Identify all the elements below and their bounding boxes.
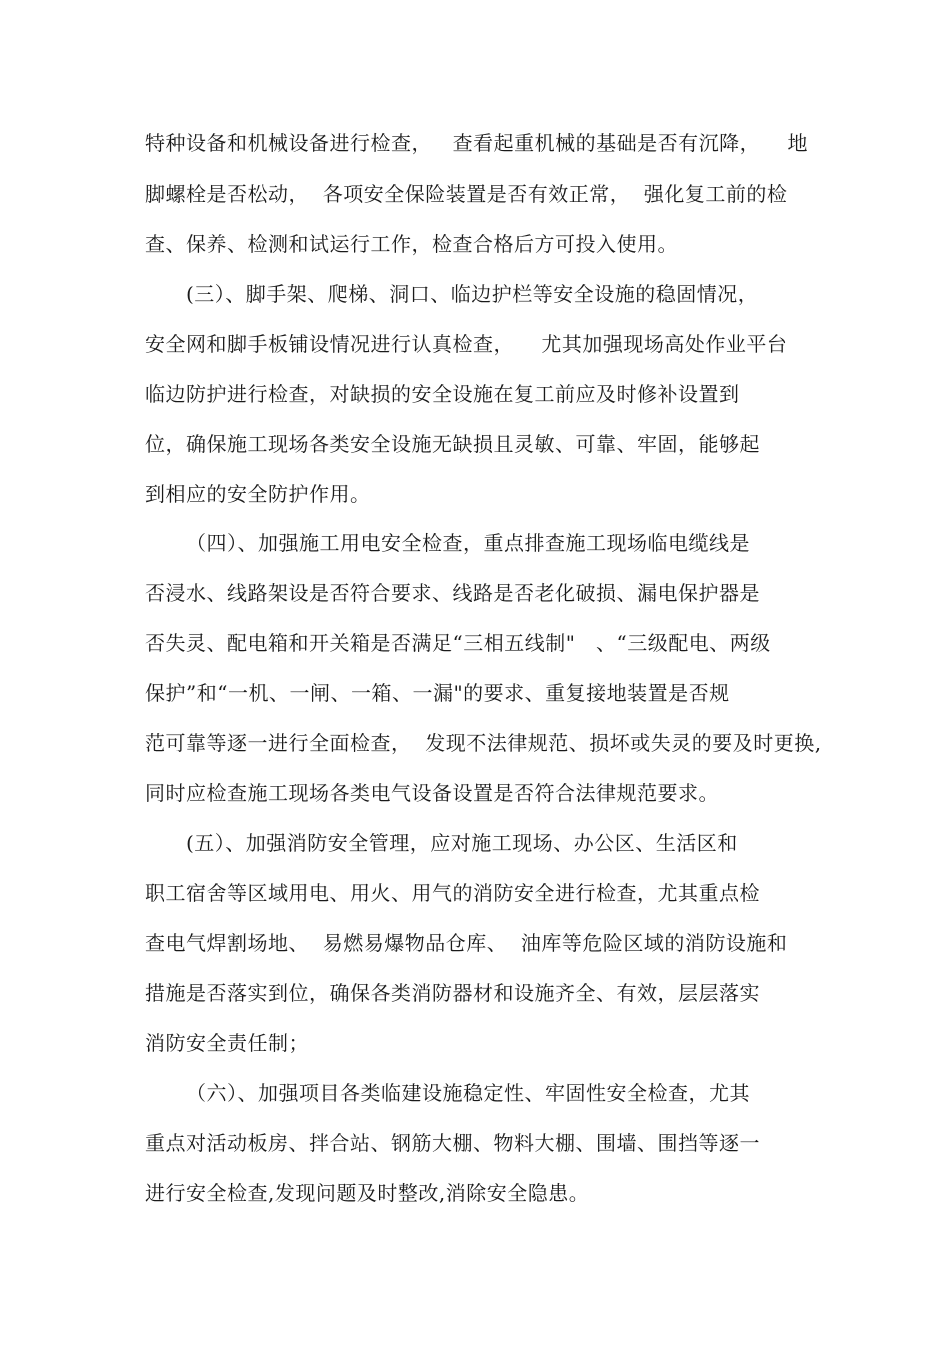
paragraph-line: 重点对活动板房、拌合站、钢筋大棚、物料大棚、围墙、围挡等逐一 <box>145 1131 760 1155</box>
paragraph-line: 范可靠等逐一进行全面检查， 发现不法律规范、损坏或失灵的要及时更换, <box>145 731 822 755</box>
paragraph-line: 否浸水、线路架设是否符合要求、线路是否老化破损、漏电保护器是 <box>145 581 760 605</box>
paragraph-line: (三）、脚手架、爬梯、洞口、临边护栏等安全设施的稳固情况， <box>186 282 759 306</box>
paragraph-line: 脚螺栓是否松动， 各项安全保险装置是否有效正常， 强化复工前的检 <box>145 182 788 206</box>
paragraph-line: 措施是否落实到位，确保各类消防器材和设施齐全、有效，层层落实 <box>145 981 760 1005</box>
paragraph-line: 否失灵、配电箱和开关箱是否满足“三相五线制" 、“三级配电、两级 <box>145 631 771 655</box>
paragraph-line: （四）、加强施工用电安全检查，重点排查施工现场临电缆线是 <box>186 531 750 555</box>
paragraph-line: 同时应检查施工现场各类电气设备设置是否符合法律规范要求。 <box>145 781 719 805</box>
paragraph-line: 查、保养、检测和试运行工作，检查合格后方可投入使用。 <box>145 232 678 256</box>
paragraph-line: 消防安全责任制； <box>145 1031 309 1055</box>
paragraph-line: 特种设备和机械设备进行检查， 查看起重机械的基础是否有沉降， 地 <box>145 131 809 155</box>
paragraph-line: 位，确保施工现场各类安全设施无缺损且灵敏、可靠、牢固，能够起 <box>145 432 760 456</box>
paragraph-line: 临边防护进行检查，对缺损的安全设施在复工前应及时修补设置到 <box>145 382 740 406</box>
paragraph-line: 查电气焊割场地、 易燃易爆物品仓库、 油库等危险区域的消防设施和 <box>145 931 788 955</box>
paragraph-line: 到相应的安全防护作用。 <box>145 482 371 506</box>
paragraph-line: 进行安全检查,发现问题及时整改,消除安全隐患。 <box>145 1181 590 1205</box>
paragraph-line: 职工宿舍等区域用电、用火、用气的消防安全进行检查，尤其重点检 <box>145 881 760 905</box>
paragraph-line: （六）、加强项目各类临建设施稳定性、牢固性安全检查，尤其 <box>186 1081 750 1105</box>
paragraph-line: (五）、加强消防安全管理，应对施工现场、办公区、生活区和 <box>186 831 738 855</box>
paragraph-line: 安全网和脚手板铺设情况进行认真检查， 尤其加强现场高处作业平台 <box>145 332 788 356</box>
paragraph-line: 保护”和“一机、一闸、一箱、一漏"的要求、重复接地装置是否规 <box>145 681 730 705</box>
